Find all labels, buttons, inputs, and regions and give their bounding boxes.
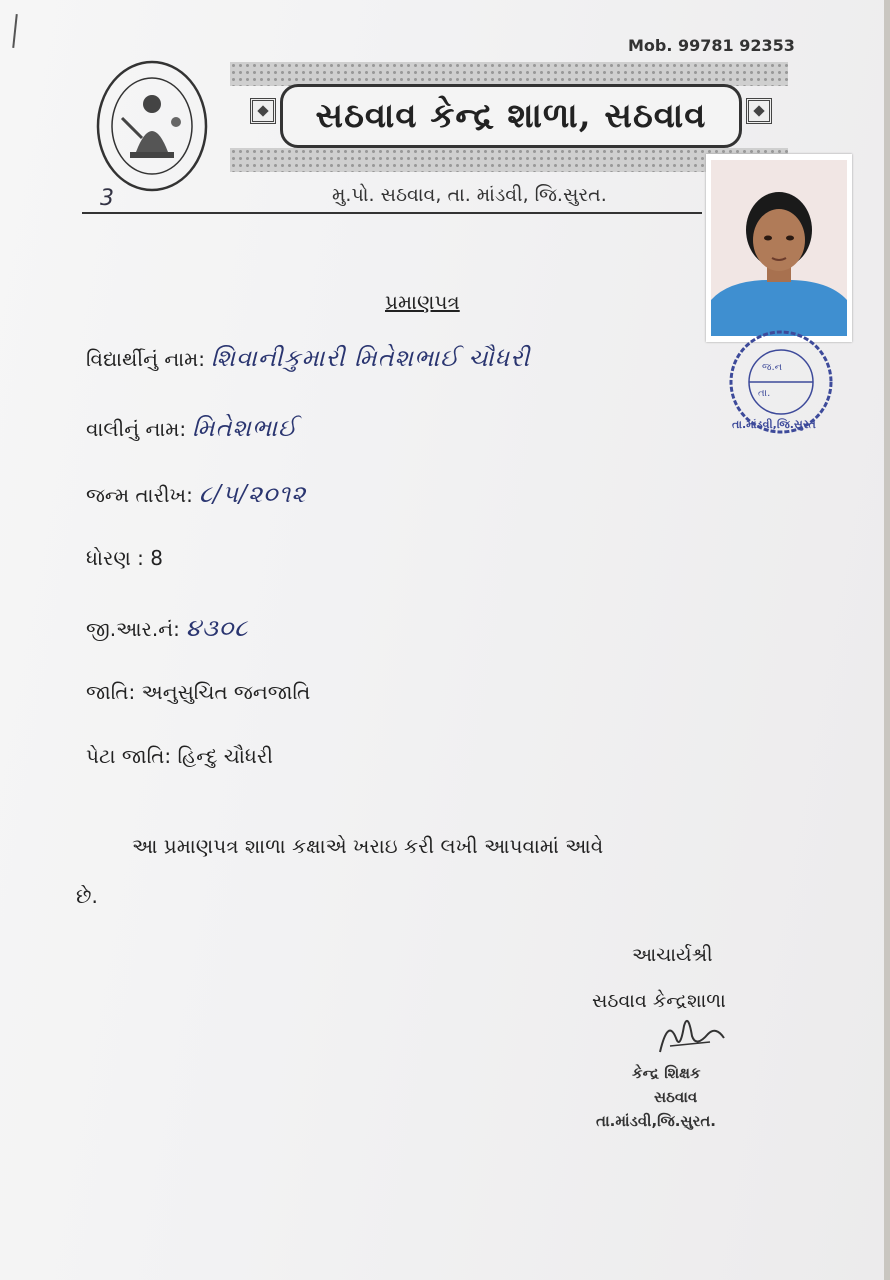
pen-mark xyxy=(12,14,18,48)
mobile-number: Mob. 99781 92353 xyxy=(628,36,795,55)
field-student-name xyxy=(86,344,530,372)
field-label: પેટા જાતિ: હિન્દુ ચૌધરી xyxy=(86,744,273,768)
field-caste xyxy=(86,680,310,704)
field-label: જાતિ: અનુસુચિત જનજાતિ xyxy=(86,680,311,704)
ornament-left-icon xyxy=(250,98,276,124)
ornament-right-icon xyxy=(746,98,772,124)
field-label: જી.આર.નં: xyxy=(86,617,180,641)
field-label: જન્મ તારીખ: xyxy=(86,483,193,507)
certificate-statement: આ પ્રમાણપત્ર શાળા કક્ષાએ ખરાઇ કરી લખી આપવામાં આવે xyxy=(132,834,604,858)
banner-pattern-top xyxy=(230,62,788,86)
field-guardian-name xyxy=(86,414,298,442)
stamp-text-mid: તા. xyxy=(758,388,771,399)
field-standard xyxy=(86,546,163,570)
student-photo xyxy=(706,154,852,342)
field-value-handwritten: ૮/૫/૨૦૧૨ xyxy=(198,480,307,508)
field-label: વિદ્યાર્થીનું નામ: xyxy=(86,347,206,371)
school-address: મુ.પો. સઠવાવ, તા. માંડવી, જિ.સુરત. xyxy=(332,184,607,206)
serial-number: 3 xyxy=(100,186,114,211)
school-logo-seal xyxy=(96,60,208,192)
field-label: વાલીનું નામ: xyxy=(86,417,187,441)
banner-pattern-bottom xyxy=(230,148,788,172)
school-name-box xyxy=(280,84,742,148)
certificate-title: પ્રમાણપત્ર xyxy=(385,290,460,314)
field-value-handwritten: ૪૩૦૮ xyxy=(185,614,249,642)
signatory-stamp-line2: સઠવાવ xyxy=(654,1088,698,1106)
stamp-text-bottom: તા.માંડવી,જિ.સુરત xyxy=(732,418,816,431)
principal-signature xyxy=(650,1008,730,1062)
field-gr-number xyxy=(86,614,248,642)
school-banner xyxy=(230,62,788,172)
header-divider xyxy=(82,212,702,214)
principal-school: સઠવાવ કેન્દ્રશાળા xyxy=(592,990,726,1012)
field-label: ધોરણ : 8 xyxy=(86,546,163,570)
field-birth-date xyxy=(86,480,306,508)
signatory-stamp-line1: કેન્દ્ર શિક્ષક xyxy=(632,1064,701,1082)
signatory-stamp-line3: તા.માંડવી,જિ.સુરત. xyxy=(596,1112,716,1130)
field-value-handwritten: શિવાનીકુમારી મિતેશભાઈ ચૌધરી xyxy=(211,344,531,372)
school-name: સઠવાવ કેન્દ્ર શાળા, સઠવાવ xyxy=(315,96,707,136)
certificate-statement-end: છે. xyxy=(76,884,98,908)
field-sub-caste xyxy=(86,744,273,768)
field-value-handwritten: મિતેશભાઈ xyxy=(192,414,298,442)
stamp-text-top: જ.ન xyxy=(762,362,783,373)
principal-title: આચાર્યશ્રી xyxy=(632,944,713,966)
school-stamp xyxy=(718,330,844,436)
